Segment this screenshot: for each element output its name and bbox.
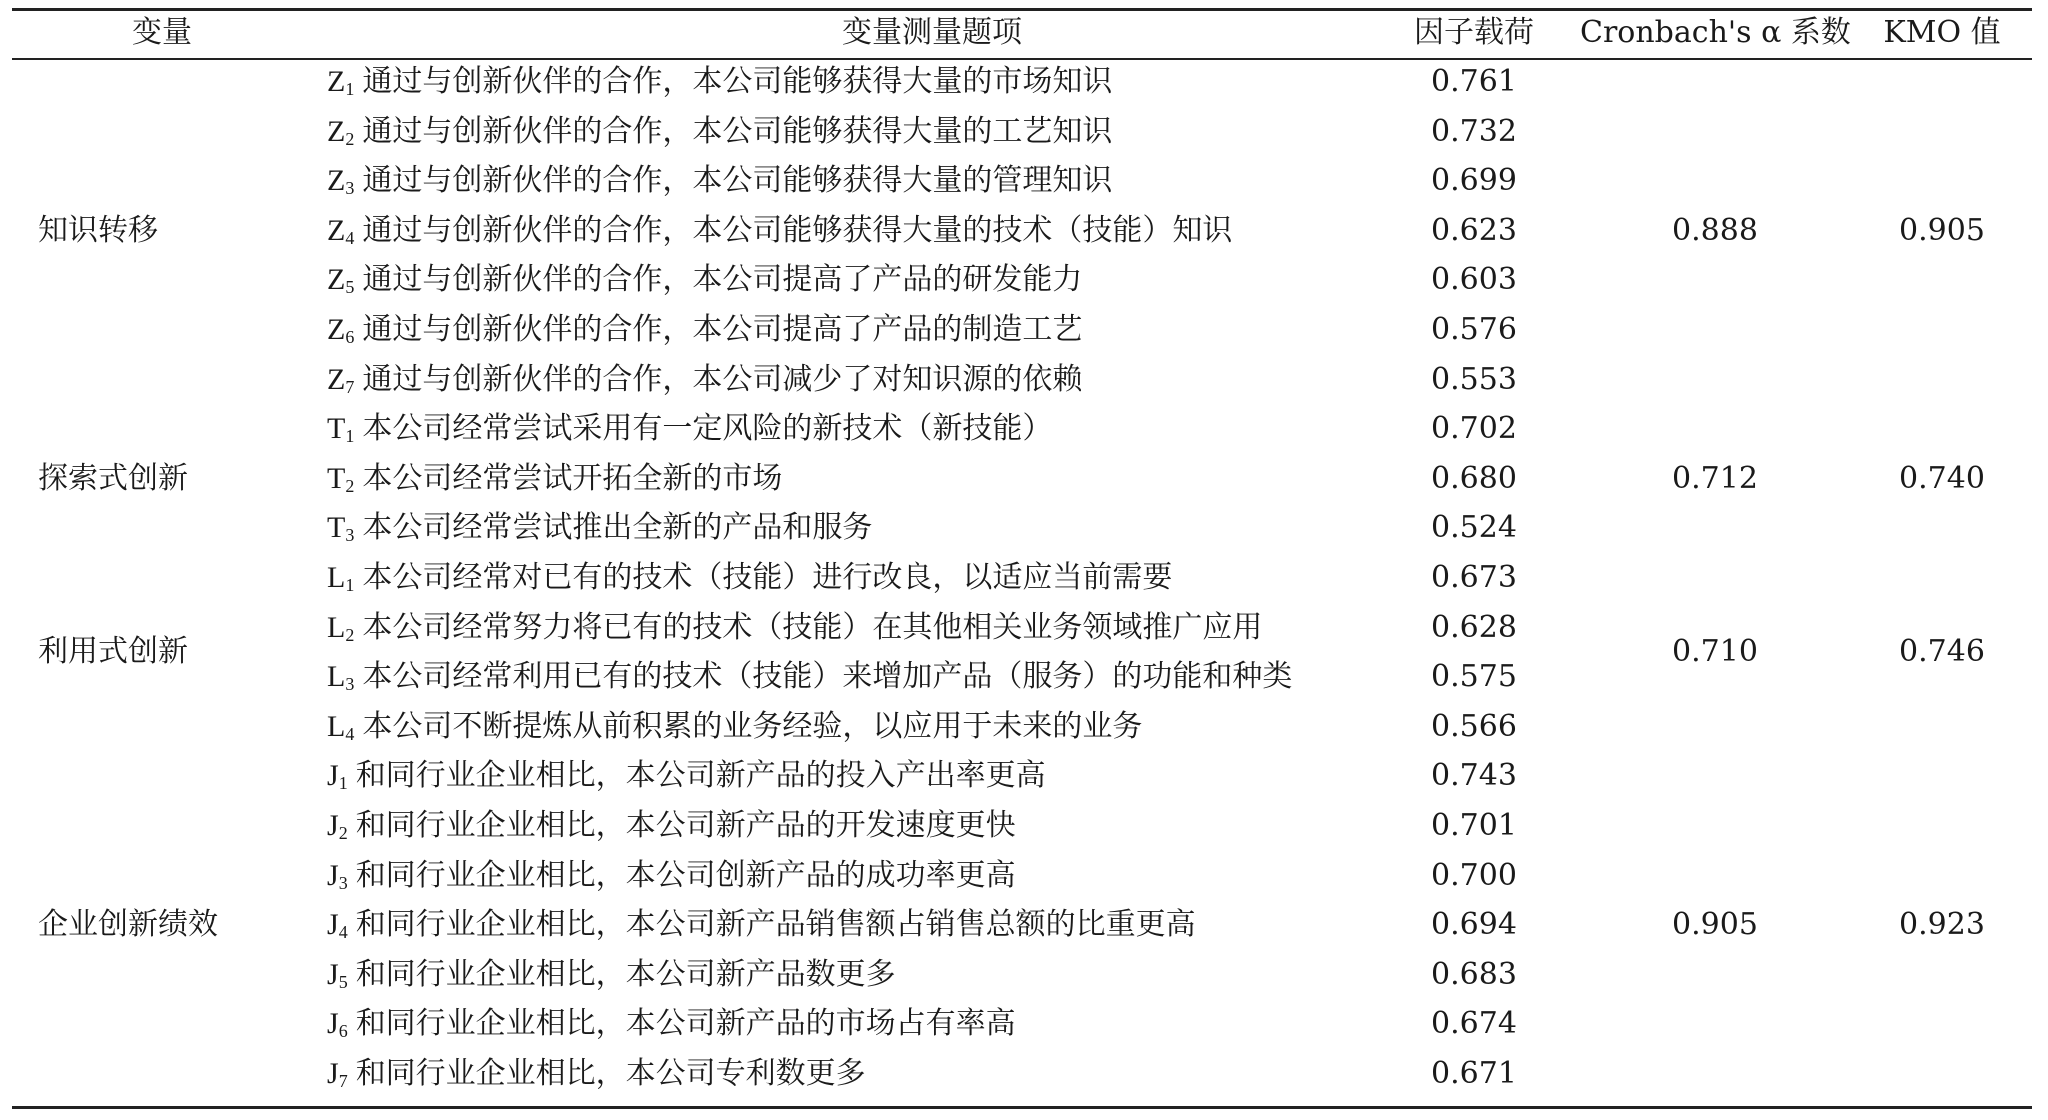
measurement-item	[327, 312, 1082, 355]
item-code-letter: T	[327, 461, 346, 495]
factor-loading-value: 0.674	[1431, 1006, 1517, 1042]
item-code-letter: J	[327, 1007, 339, 1041]
item-text: 通过与创新伙伴的合作，本公司减少了对知识源的依赖	[362, 361, 1083, 397]
item-code-letter: J	[327, 809, 339, 842]
item-text: 和同行业企业相比，本公司新产品的投入产出率更高	[355, 758, 1046, 794]
item-code-letter: Z	[327, 213, 346, 247]
item-code-letter: Z	[327, 263, 346, 297]
item-code	[327, 709, 354, 752]
item-code	[327, 114, 354, 157]
cronbach-alpha-value: 0.905	[1672, 907, 1758, 943]
item-text: 本公司经常利用已有的技术（技能）来增加产品（服务）的功能和种类	[362, 659, 1293, 695]
factor-loading-value: 0.694	[1431, 907, 1517, 943]
item-text: 本公司经常尝试开拓全新的市场	[362, 460, 783, 496]
item-code-letter: Z	[327, 313, 346, 346]
factor-loading-value: 0.701	[1431, 808, 1517, 843]
item-code	[327, 213, 354, 256]
item-code-letter: T	[327, 511, 346, 545]
factor-loading-value: 0.553	[1431, 361, 1517, 397]
item-code-letter: L	[327, 709, 346, 743]
factor-loading-value: 0.603	[1431, 262, 1517, 298]
measurement-item	[327, 1006, 1016, 1049]
table-bottom-rule	[12, 1106, 2032, 1109]
item-code	[327, 262, 354, 305]
item-code-subscript: 2	[345, 475, 355, 496]
measurement-item	[327, 808, 1016, 851]
variable-name: 企业创新绩效	[38, 907, 218, 943]
item-code-letter: L	[327, 660, 346, 694]
cronbach-alpha-value: 0.712	[1672, 460, 1758, 496]
item-text: 和同行业企业相比，本公司创新产品的成功率更高	[355, 857, 1016, 893]
item-code-letter: J	[327, 957, 339, 991]
measurement-item	[327, 1056, 866, 1099]
item-code-letter: J	[327, 1057, 339, 1090]
measurement-item	[327, 64, 1112, 107]
variable-name: 知识转移	[38, 212, 158, 248]
item-code-letter: T	[327, 412, 346, 446]
measurement-item	[327, 262, 1082, 305]
item-code-subscript: 1	[345, 426, 355, 447]
item-code-subscript: 6	[338, 1021, 348, 1042]
item-code	[327, 957, 348, 1000]
measurement-item	[327, 461, 782, 504]
measurement-item	[327, 758, 1046, 801]
measurement-item	[327, 957, 896, 1000]
item-code-subscript: 3	[345, 674, 355, 695]
item-code-subscript: 7	[345, 376, 355, 397]
factor-loading-value: 0.761	[1431, 64, 1517, 99]
item-code	[327, 362, 354, 405]
item-code-subscript: 2	[338, 823, 348, 843]
item-code-letter: L	[327, 610, 346, 644]
header-loading: 因子载荷	[1414, 15, 1534, 50]
item-code-subscript: 4	[345, 227, 355, 248]
item-code	[327, 659, 354, 702]
factor-loading-value: 0.524	[1431, 510, 1517, 546]
header-item: 变量测量题项	[842, 15, 1022, 50]
factor-loading-value: 0.671	[1431, 1056, 1517, 1091]
reliability-validity-table	[12, 0, 2032, 1120]
item-text: 本公司经常尝试采用有一定风险的新技术（新技能）	[362, 411, 1053, 447]
item-code-letter: Z	[327, 114, 346, 148]
item-text: 通过与创新伙伴的合作，本公司能够获得大量的工艺知识	[362, 113, 1113, 149]
variable-name: 利用式创新	[38, 634, 188, 670]
item-code	[327, 312, 354, 355]
table-header-rule	[12, 58, 2032, 60]
measurement-item	[327, 858, 1016, 901]
item-code-subscript: 3	[345, 525, 355, 546]
measurement-item	[327, 163, 1112, 206]
item-code	[327, 610, 354, 653]
item-text: 通过与创新伙伴的合作，本公司能够获得大量的管理知识	[362, 163, 1113, 199]
kmo-value: 0.905	[1899, 212, 1985, 248]
factor-loading-value: 0.673	[1431, 560, 1517, 595]
item-code	[327, 808, 348, 851]
item-text: 本公司经常尝试推出全新的产品和服务	[362, 510, 873, 546]
item-text: 通过与创新伙伴的合作，本公司能够获得大量的市场知识	[362, 64, 1113, 99]
item-code	[327, 163, 354, 206]
item-code-letter: J	[327, 858, 339, 892]
header-variable: 变量	[132, 15, 192, 50]
item-code-subscript: 5	[345, 277, 355, 298]
item-code	[327, 560, 354, 603]
cronbach-alpha-value: 0.710	[1672, 634, 1758, 670]
item-text: 本公司不断提炼从前积累的业务经验，以应用于未来的业务	[362, 708, 1143, 744]
cronbach-alpha-value: 0.888	[1672, 212, 1758, 248]
kmo-value: 0.746	[1899, 634, 1985, 670]
item-code	[327, 858, 348, 901]
item-text: 和同行业企业相比，本公司新产品销售额占销售总额的比重更高	[355, 907, 1196, 943]
item-code-subscript: 2	[345, 128, 355, 149]
factor-loading-value: 0.732	[1431, 113, 1517, 149]
measurement-item	[327, 411, 1052, 454]
kmo-value: 0.740	[1899, 460, 1985, 496]
item-code-letter: Z	[327, 362, 346, 396]
measurement-item	[327, 907, 1196, 950]
item-code-subscript: 4	[345, 723, 355, 744]
item-code-subscript: 1	[338, 773, 348, 794]
factor-loading-value: 0.628	[1431, 609, 1517, 645]
item-text: 通过与创新伙伴的合作，本公司提高了产品的研发能力	[362, 262, 1083, 298]
item-text: 本公司经常对已有的技术（技能）进行改良，以适应当前需要	[362, 560, 1173, 595]
measurement-item	[327, 709, 1142, 752]
item-code-subscript: 5	[338, 971, 348, 992]
item-code-subscript: 6	[345, 327, 355, 347]
item-code	[327, 1056, 348, 1099]
item-code-subscript: 1	[345, 79, 355, 99]
item-code	[327, 758, 348, 801]
item-code	[327, 1006, 348, 1049]
factor-loading-value: 0.683	[1431, 956, 1517, 992]
factor-loading-value: 0.623	[1431, 212, 1517, 248]
item-code	[327, 461, 354, 504]
item-code	[327, 907, 348, 950]
item-code-letter: J	[327, 908, 339, 942]
item-text: 和同行业企业相比，本公司新产品的市场占有率高	[355, 1006, 1016, 1042]
item-code-letter: Z	[327, 164, 346, 198]
item-code	[327, 510, 354, 553]
factor-loading-value: 0.576	[1431, 312, 1517, 347]
factor-loading-value: 0.699	[1431, 163, 1517, 199]
item-code-subscript: 3	[345, 178, 355, 199]
item-text: 通过与创新伙伴的合作，本公司提高了产品的制造工艺	[362, 312, 1083, 347]
header-alpha: Cronbach's α 系数	[1580, 15, 1851, 50]
item-code-subscript: 7	[338, 1071, 348, 1091]
factor-loading-value: 0.680	[1431, 460, 1517, 496]
item-text: 通过与创新伙伴的合作，本公司能够获得大量的技术（技能）知识	[362, 212, 1233, 248]
item-code-letter: Z	[327, 65, 346, 98]
item-code-subscript: 4	[338, 922, 348, 943]
item-text: 本公司经常努力将已有的技术（技能）在其他相关业务领域推广应用	[362, 609, 1263, 645]
factor-loading-value: 0.702	[1431, 411, 1517, 447]
factor-loading-value: 0.700	[1431, 857, 1517, 893]
kmo-value: 0.923	[1899, 907, 1985, 943]
measurement-item	[327, 560, 1172, 603]
measurement-item	[327, 610, 1262, 653]
factor-loading-value: 0.566	[1431, 708, 1517, 744]
item-text: 和同行业企业相比，本公司专利数更多	[355, 1056, 866, 1091]
measurement-item	[327, 510, 872, 553]
item-code-letter: J	[327, 759, 339, 793]
header-kmo: KMO 值	[1883, 15, 2001, 50]
item-text: 和同行业企业相比，本公司新产品数更多	[355, 956, 896, 992]
item-code-subscript: 3	[338, 872, 348, 893]
variable-name: 探索式创新	[38, 460, 188, 496]
item-code-subscript: 2	[345, 624, 355, 645]
measurement-item	[327, 114, 1112, 157]
item-code	[327, 411, 354, 454]
item-code-subscript: 1	[345, 575, 355, 595]
item-text: 和同行业企业相比，本公司新产品的开发速度更快	[355, 808, 1016, 843]
measurement-item	[327, 362, 1082, 405]
factor-loading-value: 0.575	[1431, 659, 1517, 695]
measurement-item	[327, 659, 1292, 702]
item-code	[327, 64, 354, 107]
measurement-item	[327, 213, 1232, 256]
item-code-letter: L	[327, 561, 346, 594]
factor-loading-value: 0.743	[1431, 758, 1517, 794]
